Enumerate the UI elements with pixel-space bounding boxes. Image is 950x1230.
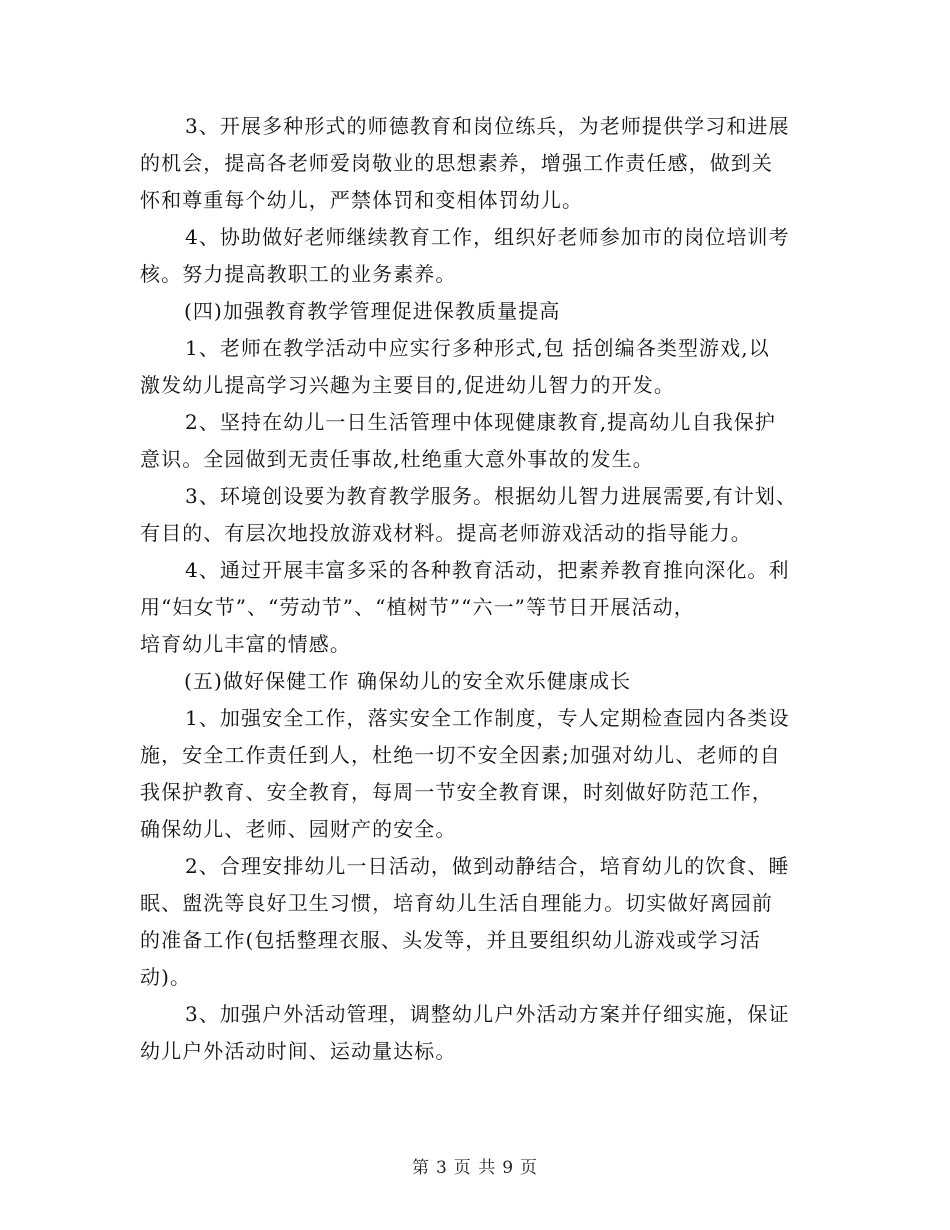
paragraph-line: 幼儿户外活动时间、运动量达标。 — [140, 1039, 457, 1063]
paragraph-line: 核。努力提高教职工的业务素养。 — [140, 262, 457, 286]
page-label-mid: 页 共 — [453, 1158, 497, 1178]
document-body — [140, 108, 810, 1070]
paragraph-line: 意识。全园做到无责任事故,杜绝重大意外事故的发生。 — [140, 447, 654, 471]
paragraph-line: 2、合理安排幼儿一日活动，做到动静结合，培育幼儿的饮食、睡 — [185, 854, 790, 878]
page-label-prefix: 第 — [411, 1158, 430, 1178]
paragraph-line: 3、加强户外活动管理，调整幼儿户外活动方案并仔细实施，保证 — [185, 1002, 790, 1026]
paragraph-line: 有目的、有层次地投放游戏材料。提高老师游戏活动的指导能力。 — [140, 521, 752, 545]
paragraph-line: 眠、盥洗等良好卫生习惯，培育幼儿生活自理能力。切实做好离园前 — [140, 891, 773, 915]
paragraph-line: 动)。 — [140, 965, 192, 989]
paragraph-line: 4、通过开展丰富多采的各种教育活动，把素养教育推向深化。利 — [185, 558, 790, 582]
body-paragraph — [140, 700, 810, 848]
total-pages-number: 9 — [502, 1158, 515, 1178]
paragraph-line: 的准备工作(包括整理衣服、头发等，并且要组织幼儿游戏或学习活 — [140, 928, 761, 952]
section-heading — [140, 663, 810, 700]
paragraph-line: 施，安全工作责任到人，杜绝一切不安全因素;加强对幼儿、老师的自 — [140, 743, 781, 767]
paragraph-line: 确保幼儿、老师、园财产的安全。 — [140, 817, 457, 841]
body-paragraph — [140, 404, 810, 478]
body-paragraph — [140, 219, 810, 293]
page-footer — [0, 1153, 950, 1178]
body-paragraph — [140, 552, 810, 663]
section-heading — [140, 293, 810, 330]
paragraph-line: 怀和尊重每个幼儿，严禁体罚和变相体罚幼儿。 — [140, 188, 584, 212]
paragraph-line: 培育幼儿丰富的情感。 — [140, 632, 351, 656]
body-paragraph — [140, 478, 810, 552]
paragraph-line: 激发幼儿提高学习兴趣为主要目的,促进幼儿智力的开发。 — [140, 373, 675, 397]
paragraph-line: (五)做好保健工作 确保幼儿的安全欢乐健康成长 — [184, 669, 632, 693]
paragraph-line: 1、老师在教学活动中应实行多种形式,包 括创编各类型游戏,以 — [185, 336, 770, 360]
body-paragraph — [140, 996, 810, 1070]
body-paragraph — [140, 330, 810, 404]
paragraph-line: 3、开展多种形式的师德教育和岗位练兵，为老师提供学习和进展 — [185, 114, 790, 138]
body-paragraph — [140, 848, 810, 996]
current-page-number: 3 — [435, 1158, 448, 1178]
body-paragraph — [140, 108, 810, 219]
page-label-suffix: 页 — [520, 1158, 539, 1178]
paragraph-line: 的机会，提高各老师爱岗敬业的思想素养，增强工作责任感，做到关 — [140, 151, 773, 175]
paragraph-line: 我保护教育、安全教育，每周一节安全教育课，时刻做好防范工作， — [140, 780, 773, 804]
paragraph-line: 1、加强安全工作，落实安全工作制度，专人定期检查园内各类设 — [185, 706, 790, 730]
paragraph-line: 4、协助做好老师继续教育工作，组织好老师参加市的岗位培训考 — [185, 225, 790, 249]
paragraph-line: 用“妇女节”、“劳动节”、“植树节”“六一”等节日开展活动， — [140, 595, 695, 619]
paragraph-line: (四)加强教育教学管理促进保教质量提高 — [184, 299, 561, 323]
paragraph-line: 2、坚持在幼儿一日生活管理中体现健康教育,提高幼儿自我保护 — [185, 410, 776, 434]
paragraph-line: 3、环境创设要为教育教学服务。根据幼儿智力进展需要,有计划、 — [185, 484, 798, 508]
